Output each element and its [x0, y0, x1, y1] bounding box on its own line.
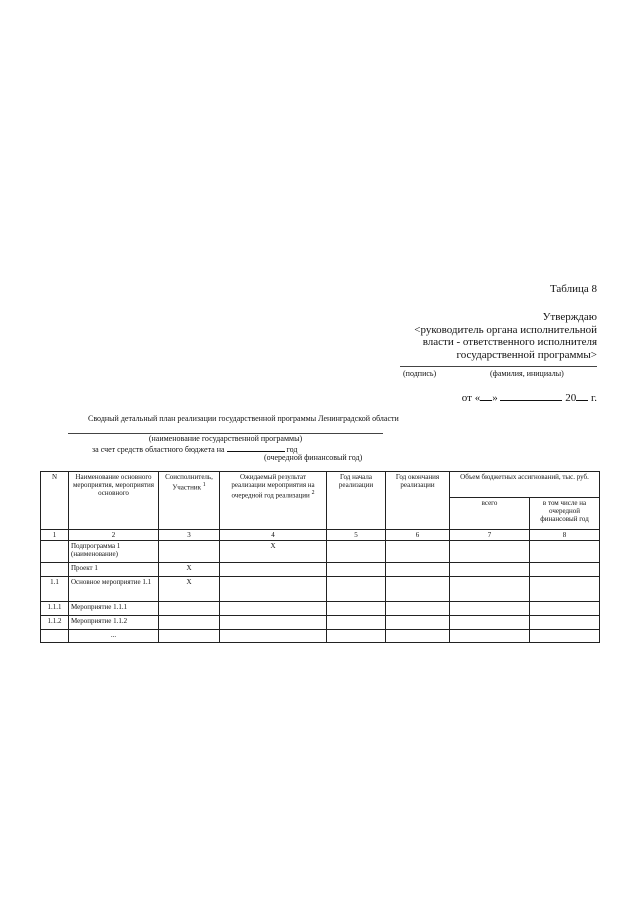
- cell-start: [327, 563, 386, 577]
- date-prefix: от «: [461, 392, 481, 404]
- header-total: всего: [450, 498, 530, 530]
- name-initials-label: (фамилия, инициалы): [490, 369, 564, 378]
- table-row: [41, 616, 600, 630]
- day-blank: [480, 391, 492, 401]
- column-number: 1: [41, 530, 69, 541]
- approval-line: Утверждаю: [542, 311, 597, 323]
- cell-n: 1.1.1: [41, 602, 69, 616]
- table-row: [41, 541, 600, 563]
- footnote-1: 1: [202, 482, 206, 488]
- cell-start: [327, 602, 386, 616]
- cell-n: 1.1.2: [41, 616, 69, 630]
- cell-next: [530, 616, 600, 630]
- header-next-year: в том числе на очередной финансовый год: [530, 498, 600, 530]
- column-number: 4: [220, 530, 327, 541]
- column-number: 6: [386, 530, 450, 541]
- cell-end: [386, 602, 450, 616]
- cell-name: Основное мероприятие 1.1: [69, 577, 159, 602]
- cell-executor: [159, 602, 220, 616]
- cell-executor: [159, 630, 220, 643]
- cell-total: [450, 577, 530, 602]
- date-suffix: г.: [590, 392, 597, 404]
- cell-total: [450, 541, 530, 563]
- header-end-year: Год окончания реализации: [386, 472, 450, 530]
- cell-next: [530, 563, 600, 577]
- table-row: [41, 602, 600, 616]
- cell-result: [220, 630, 327, 643]
- cell-total: [450, 602, 530, 616]
- year-caption: (очередной финансовый год): [264, 453, 363, 462]
- cell-end: [386, 616, 450, 630]
- header-row: [41, 472, 600, 498]
- header-budget: Объем бюджетных ассигнований, тыс. руб.: [450, 472, 600, 498]
- header-executor-text: Соисполнитель, Участник: [165, 473, 213, 492]
- table-row: [41, 563, 600, 577]
- cell-end: [386, 630, 450, 643]
- header-executor: [159, 472, 220, 530]
- cell-name: ...: [69, 630, 159, 643]
- header-start-year: Год начала реализации: [327, 472, 386, 530]
- plan-table: [40, 471, 600, 643]
- approval-date: [462, 391, 597, 404]
- cell-n: [41, 563, 69, 577]
- cell-start: [327, 616, 386, 630]
- year-blank: [576, 391, 588, 401]
- cell-executor: [159, 541, 220, 563]
- cell-executor: X: [159, 577, 220, 602]
- date-year: 20: [565, 392, 577, 404]
- cell-end: [386, 541, 450, 563]
- program-name-caption: (наименование государственной программы): [148, 434, 303, 443]
- column-number: 5: [327, 530, 386, 541]
- table-row: [41, 577, 600, 602]
- column-number: 8: [530, 530, 600, 541]
- signature-label: (подпись): [403, 369, 437, 378]
- cell-result: [220, 577, 327, 602]
- cell-end: [386, 563, 450, 577]
- cell-name: Мероприятие 1.1.1: [69, 602, 159, 616]
- plan-title: Сводный детальный план реализации государственной программы Ленинградской области: [88, 414, 399, 423]
- cell-total: [450, 616, 530, 630]
- cell-result: [220, 616, 327, 630]
- date-mid: »: [492, 392, 498, 404]
- month-blank: [500, 391, 562, 401]
- cell-name: Подпрограмма 1 (наименование): [69, 541, 159, 563]
- cell-name: Мероприятие 1.1.2: [69, 616, 159, 630]
- table-row: [41, 630, 600, 643]
- header-result: [220, 472, 327, 530]
- cell-start: [327, 630, 386, 643]
- column-number: 2: [69, 530, 159, 541]
- cell-result: X: [220, 541, 327, 563]
- header-result-text: Ожидаемый результат реализации мероприятия на очередной год реализации: [231, 473, 315, 500]
- cell-result: [220, 563, 327, 577]
- approval-line: <руководитель органа исполнительной: [414, 323, 597, 336]
- cell-next: [530, 541, 600, 563]
- cell-executor: [159, 616, 220, 630]
- signature-line: [400, 366, 597, 367]
- funding-year-blank: [227, 444, 285, 452]
- column-numbers-row: [41, 530, 600, 541]
- header-name: Наименование основного мероприятия, мероприятия основного: [69, 472, 159, 530]
- cell-next: [530, 630, 600, 643]
- cell-executor: X: [159, 563, 220, 577]
- cell-next: [530, 602, 600, 616]
- cell-end: [386, 577, 450, 602]
- approval-line: государственной программы>: [456, 348, 597, 361]
- cell-total: [450, 630, 530, 643]
- column-number: 7: [450, 530, 530, 541]
- table-label: Таблица 8: [549, 283, 597, 295]
- approval-block: [414, 311, 597, 361]
- cell-total: [450, 563, 530, 577]
- cell-start: [327, 577, 386, 602]
- cell-n: [41, 541, 69, 563]
- cell-result: [220, 602, 327, 616]
- column-number: 3: [159, 530, 220, 541]
- footnote-2: 2: [311, 490, 315, 496]
- header-n: N: [41, 472, 69, 530]
- funding-text: за счет средств областного бюджета на: [92, 445, 225, 454]
- cell-start: [327, 541, 386, 563]
- cell-name: Проект 1: [69, 563, 159, 577]
- cell-n: [41, 630, 69, 643]
- funding-year-word: год: [286, 445, 298, 454]
- cell-n: 1.1: [41, 577, 69, 602]
- approval-line: власти - ответственного исполнителя: [422, 336, 597, 348]
- cell-next: [530, 577, 600, 602]
